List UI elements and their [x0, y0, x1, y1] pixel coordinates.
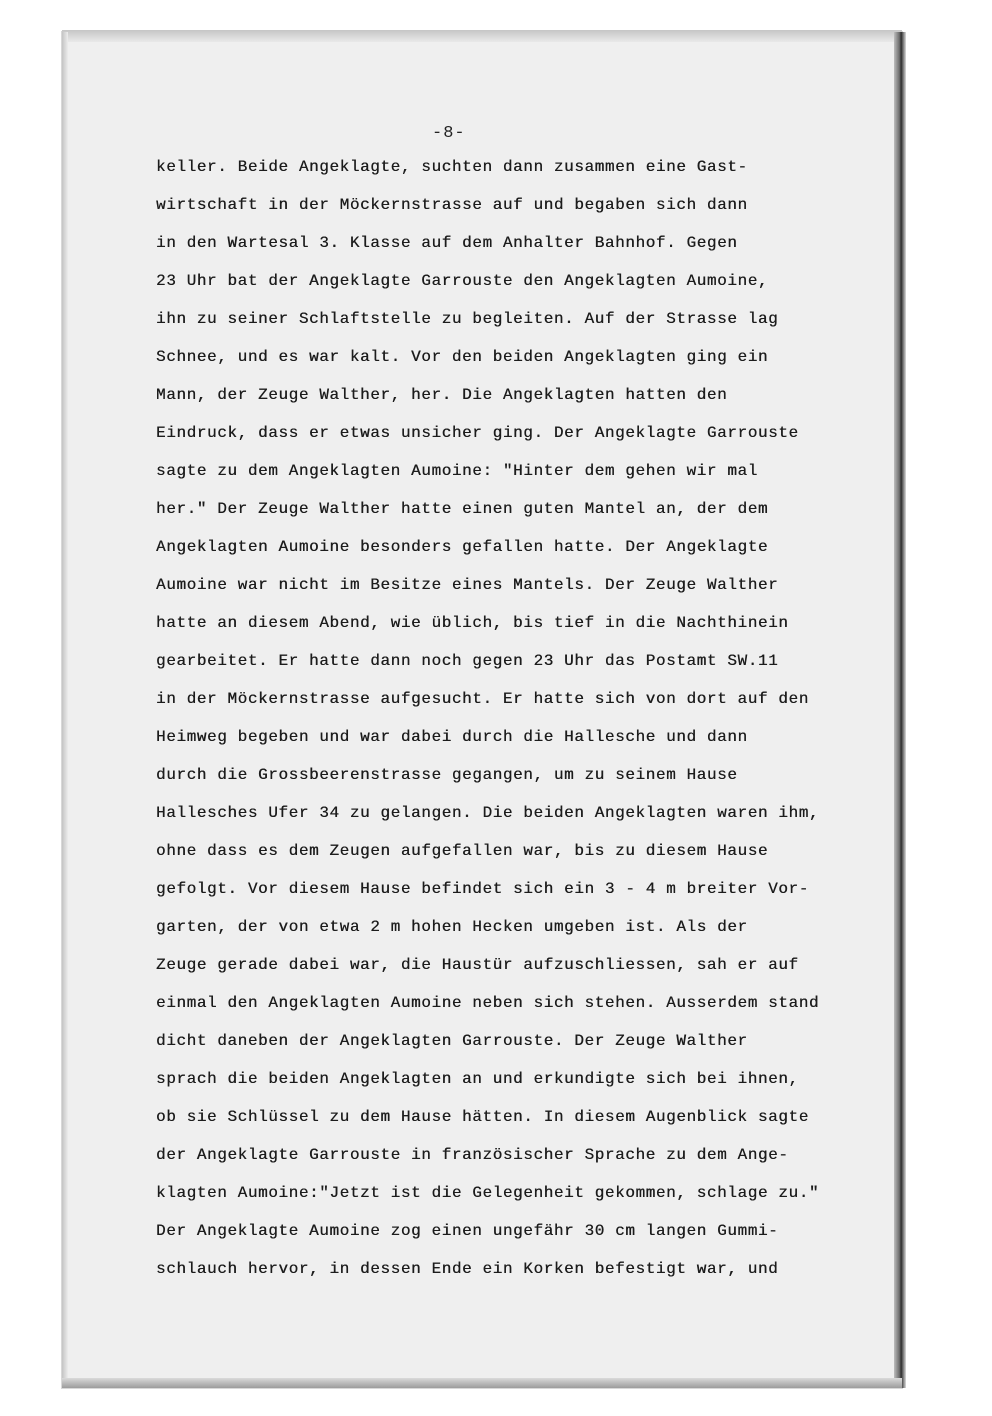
text-line: garten, der von etwa 2 m hohen Hecken umgeben ist. Als der	[156, 918, 748, 936]
text-line: ob sie Schlüssel zu dem Hause hätten. In diesem Augenblick sagte	[156, 1108, 809, 1126]
text-line: einmal den Angeklagten Aumoine neben sich stehen. Ausserdem stand	[156, 994, 820, 1012]
text-line: her." Der Zeuge Walther hatte einen guten Mantel an, der dem	[156, 500, 769, 518]
page-edge-left	[62, 32, 68, 1388]
text-line: gefolgt. Vor diesem Hause befindet sich ein 3 - 4 m breiter Vor-	[156, 880, 809, 898]
text-line: in den Wartesal 3. Klasse auf dem Anhalter Bahnhof. Gegen	[156, 234, 738, 252]
text-line: hatte an diesem Abend, wie üblich, bis tief in die Nachthinein	[156, 614, 789, 632]
text-line: Hallesches Ufer 34 zu gelangen. Die beiden Angeklagten waren ihm,	[156, 804, 820, 822]
text-line: in der Möckernstrasse aufgesucht. Er hatte sich von dort auf den	[156, 690, 809, 708]
page-edge-bottom	[62, 1378, 902, 1388]
text-line: dicht daneben der Angeklagten Garrouste. Der Zeuge Walther	[156, 1032, 748, 1050]
text-line: klagten Aumoine:"Jetzt ist die Gelegenheit gekommen, schlage zu."	[156, 1184, 820, 1202]
text-line: keller. Beide Angeklagte, suchten dann zusammen eine Gast-	[156, 158, 748, 176]
text-line: 23 Uhr bat der Angeklagte Garrouste den Angeklagten Aumoine,	[156, 272, 769, 290]
text-line: Heimweg begeben und war dabei durch die Hallesche und dann	[156, 728, 748, 746]
text-line: Der Angeklagte Aumoine zog einen ungefähr 30 cm langen Gummi-	[156, 1222, 779, 1240]
text-line: durch die Grossbeerenstrasse gegangen, um zu seinem Hause	[156, 766, 738, 784]
text-line: der Angeklagte Garrouste in französischer Sprache zu dem Ange-	[156, 1146, 789, 1164]
text-line: sprach die beiden Angeklagten an und erkundigte sich bei ihnen,	[156, 1070, 799, 1088]
page-edge-right	[894, 32, 906, 1388]
text-line: ihn zu seiner Schlaftstelle zu begleiten. Auf der Strasse lag	[156, 310, 779, 328]
text-line: Schnee, und es war kalt. Vor den beiden Angeklagten ging ein	[156, 348, 769, 366]
text-line: Zeuge gerade dabei war, die Haustür aufzuschliessen, sah er auf	[156, 956, 799, 974]
text-line: ohne dass es dem Zeugen aufgefallen war, bis zu diesem Hause	[156, 842, 769, 860]
text-line: Angeklagten Aumoine besonders gefallen hatte. Der Angeklagte	[156, 538, 769, 556]
text-line: Aumoine war nicht im Besitze eines Mantels. Der Zeuge Walther	[156, 576, 779, 594]
page-edge-top	[62, 30, 902, 42]
text-line: wirtschaft in der Möckernstrasse auf und begaben sich dann	[156, 196, 748, 214]
page-number: -8-	[432, 124, 466, 143]
text-line: Eindruck, dass er etwas unsicher ging. Der Angeklagte Garrouste	[156, 424, 799, 442]
text-line: Mann, der Zeuge Walther, her. Die Angeklagten hatten den	[156, 386, 728, 404]
text-line: sagte zu dem Angeklagten Aumoine: "Hinter dem gehen wir mal	[156, 462, 758, 480]
text-line: gearbeitet. Er hatte dann noch gegen 23 Uhr das Postamt SW.11	[156, 652, 779, 670]
text-line: schlauch hervor, in dessen Ende ein Korken befestigt war, und	[156, 1260, 779, 1278]
